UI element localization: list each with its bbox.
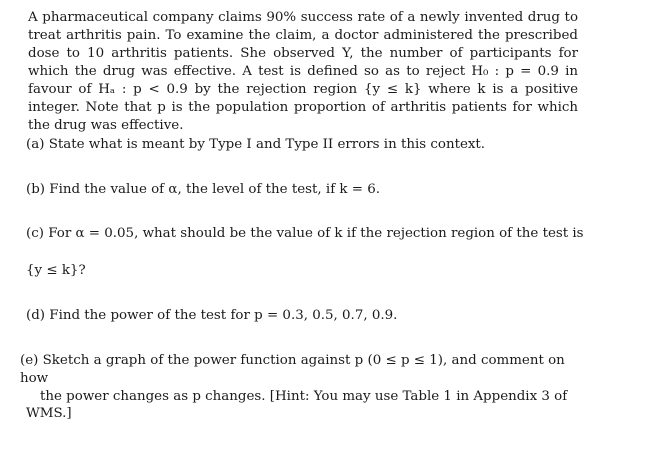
part-d-text: (d) Find the power of the test for p = 0.3, 0.5, 0.7, 0.9.: [26, 308, 398, 323]
problem-intro: A pharmaceutical company claims 90% success rate of a newly invented drug to treat arthritis pain. To examine the claim, a doctor administered the prescribed dose to 10 arthritis patients. She observed Y, the number of participants for which the drug was effective. A test is defined so as to reject H₀ : p = 0.9 in favour of Hₐ : p < 0.9 by the rejection region {y ≤ k} where k is a positive integer. Note that p is the population proportion of arthritis patients for which the drug was effective.: [28, 10, 578, 133]
part-e-block: [20, 352, 575, 406]
part-c-text: (c) For α = 0.05, what should be the value of k if the rejection region of the test is: [26, 226, 584, 241]
part-b-text: (b) Find the value of α, the level of the test, if k = 6.: [26, 182, 381, 197]
part-e-line-1: (e) Sketch a graph of the power function against p (0 ≤ p ≤ 1), and comment on how: [20, 353, 565, 386]
part-a-text: (a) State what is meant by Type I and Type II errors in this context.: [26, 137, 486, 152]
part-c-continuation: {y ≤ k}?: [26, 263, 86, 278]
part-e-continuation: WMS.]: [26, 406, 72, 421]
part-e-line-2: the power changes as p changes. [Hint: You may use Table 1 in Appendix 3 of: [40, 389, 568, 404]
